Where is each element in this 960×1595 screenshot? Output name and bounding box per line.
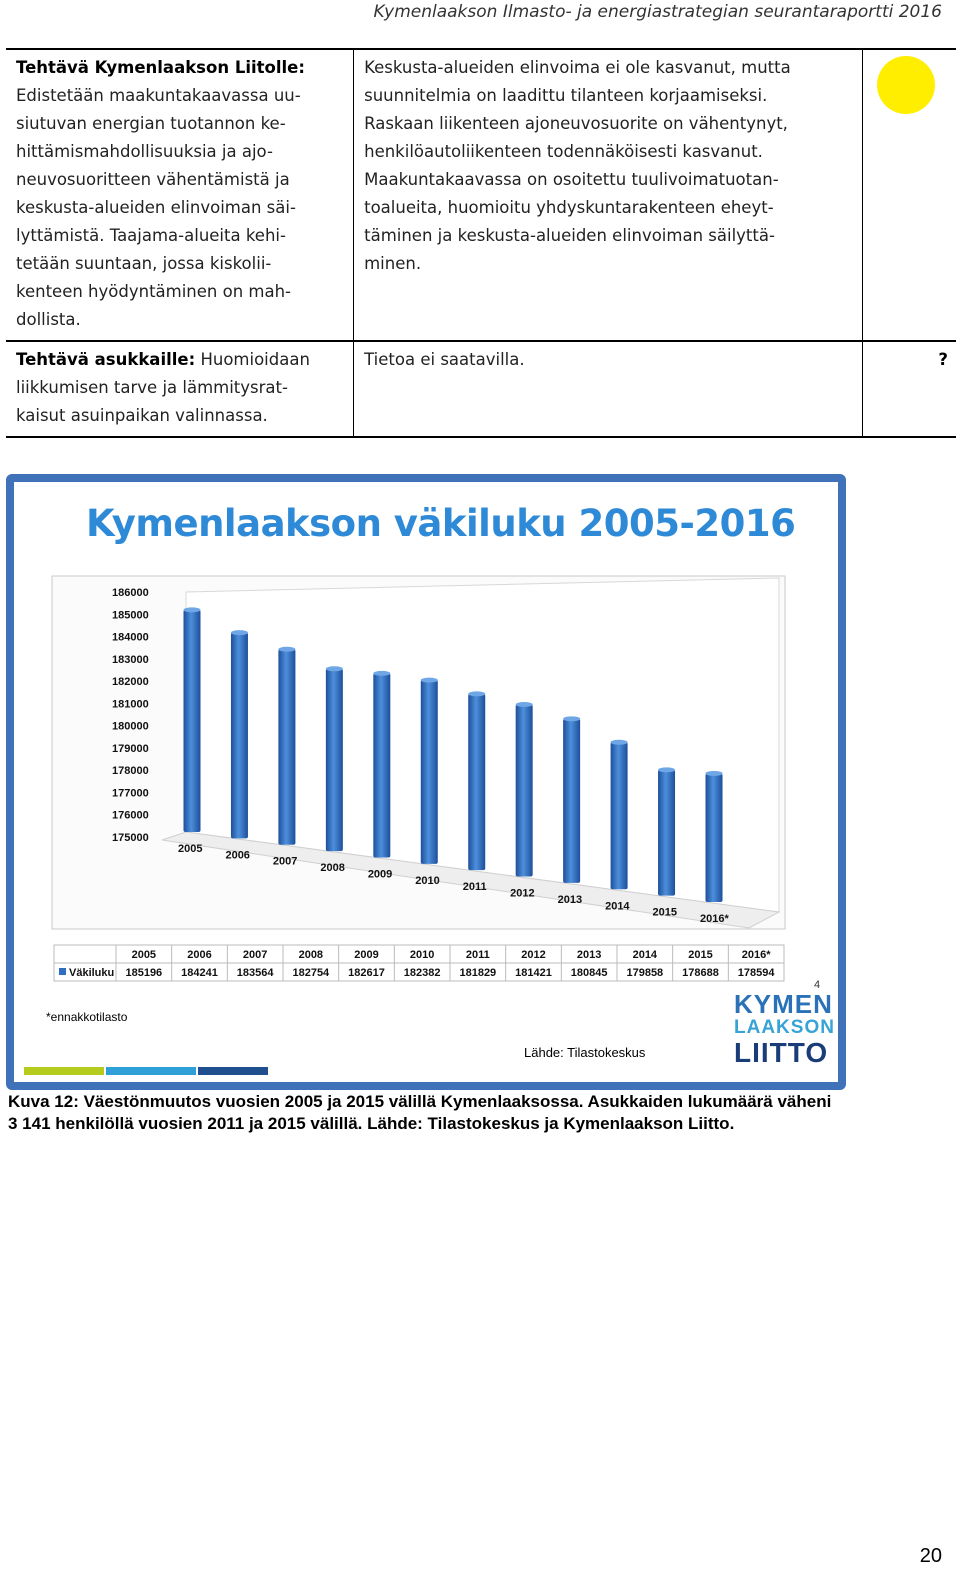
x-tick-label: 2006 <box>225 849 250 862</box>
accent-stripe <box>24 1067 104 1075</box>
bar-top <box>231 630 248 635</box>
bar <box>611 742 628 889</box>
data-table-value: 180845 <box>570 967 608 979</box>
text-line: lyttämistä. Taajama-alueita kehi- <box>16 226 286 245</box>
y-tick-label: 176000 <box>112 809 149 822</box>
text-line: kenteen hyödyntäminen on mah- <box>16 282 292 301</box>
accent-stripes <box>24 1067 284 1075</box>
text-line: minen. <box>364 254 422 273</box>
task-text <box>16 374 343 430</box>
y-tick-label: 182000 <box>112 676 149 689</box>
bar-top <box>706 771 723 776</box>
bar <box>516 704 533 876</box>
task-heading: Tehtävä asukkaille: <box>16 350 196 369</box>
x-tick-label: 2007 <box>272 855 298 868</box>
y-tick-label: 181000 <box>112 698 149 711</box>
data-table-value: 179858 <box>626 967 664 979</box>
logo-line-1: KYMEN <box>734 989 833 1019</box>
footnote: *ennakkotilasto <box>46 1010 128 1024</box>
logo-line-2: LAAKSON <box>734 1017 835 1038</box>
bar <box>468 694 485 870</box>
bar <box>278 649 295 844</box>
status-cell <box>862 341 956 437</box>
data-table-value: 178594 <box>737 967 775 979</box>
text-line: täminen ja keskusta-alueiden elinvoiman säilyttä- <box>364 226 775 245</box>
bar <box>706 773 723 902</box>
bar-top <box>658 767 675 772</box>
status-yellow-dot-icon <box>877 56 935 114</box>
x-tick-label: 2013 <box>557 893 583 906</box>
population-slide <box>6 474 846 1090</box>
text-line: toalueita, huomioitu yhdyskuntarakenteen eheyt- <box>364 198 774 217</box>
task-heading: Tehtävä Kymenlaakson Liitolle: <box>16 58 305 77</box>
x-tick-label: 2016* <box>700 913 729 925</box>
series-label: Väkiluku <box>69 967 115 979</box>
data-table-value: 183564 <box>236 967 274 979</box>
x-tick-label: 2014 <box>605 900 630 913</box>
assessment-text <box>364 54 851 278</box>
running-header: Kymenlaakson Ilmasto- ja energiastrategian seurantaraportti 2016 <box>373 2 942 22</box>
caption-line-1: Kuva 12: Väestönmuutos vuosien 2005 ja 2015 välillä Kymenlaaksossa. Asukkaiden lukumäärä väheni <box>8 1092 832 1111</box>
x-tick-label: 2008 <box>320 862 345 875</box>
text-line: suunnitelmia on laadittu tilanteen korjaamiseksi. <box>364 86 768 105</box>
kymenlaakson-liitto-logo <box>734 990 834 1068</box>
y-tick-label: 180000 <box>112 720 149 733</box>
y-tick-label: 185000 <box>112 609 149 622</box>
x-tick-label: 2012 <box>510 887 535 900</box>
bar <box>421 680 438 864</box>
bar-top <box>468 691 485 696</box>
data-table-header: 2014 <box>632 949 658 961</box>
data-table-header: 2012 <box>521 949 546 961</box>
data-table-header: 2015 <box>688 949 713 961</box>
y-tick-label: 186000 <box>112 587 149 599</box>
data-table-header: 2013 <box>576 949 602 961</box>
text-line: dollista. <box>16 310 81 329</box>
text-line: Edistetään maakuntakaavassa uu- <box>16 86 301 105</box>
bar-top <box>278 647 295 652</box>
data-table-header: 2007 <box>242 949 268 961</box>
bar-top <box>421 678 438 683</box>
data-table-value: 182617 <box>348 967 385 979</box>
bar <box>563 719 580 883</box>
data-table-value: 184241 <box>181 967 218 979</box>
bar-top <box>373 671 390 676</box>
data-table-value: 182382 <box>403 967 441 979</box>
x-tick-label: 2015 <box>652 906 678 919</box>
data-table-header: 2008 <box>298 949 324 961</box>
table-row <box>6 49 956 341</box>
page-number: 20 <box>919 1545 942 1567</box>
data-table-header: 2011 <box>465 949 490 961</box>
population-chart <box>14 482 838 1082</box>
text-line: neuvosuoritteen vähentämistä ja <box>16 170 290 189</box>
status-unknown-mark: ? <box>938 350 948 369</box>
data-table-value: 182754 <box>292 967 330 979</box>
status-cell <box>862 49 956 341</box>
bar-top <box>611 740 628 745</box>
assessment-cell <box>354 49 862 341</box>
y-tick-label: 179000 <box>112 742 149 755</box>
slide-page-number: 4 <box>814 979 821 991</box>
data-table-value: 178688 <box>682 967 719 979</box>
bar <box>658 770 675 896</box>
x-tick-label: 2010 <box>415 874 440 887</box>
accent-stripe <box>106 1067 196 1075</box>
x-tick-label: 2011 <box>462 881 487 894</box>
y-tick-label: 175000 <box>112 832 149 844</box>
text-line: siutuvan energian tuotannon ke- <box>16 114 286 133</box>
y-tick-label: 177000 <box>112 787 149 800</box>
chart-title: Kymenlaakson väkiluku 2005-2016 <box>86 502 796 545</box>
text-line: liikkumisen tarve ja lämmitysrat- <box>16 378 288 397</box>
task-text-start: Huomioidaan <box>195 350 310 369</box>
accent-stripe <box>198 1067 268 1075</box>
bar-top <box>326 666 343 671</box>
data-table-header: 2009 <box>354 949 379 961</box>
text-line: henkilöautoliikenteen todennäköisesti kasvanut. <box>364 142 763 161</box>
caption-line-2: 3 141 henkilöllä vuosien 2011 ja 2015 välillä. Lähde: Tilastokeskus ja Kymenlaakson Liitto. <box>8 1114 735 1133</box>
figure-caption <box>8 1091 948 1135</box>
task-text <box>16 82 343 334</box>
y-tick-label: 183000 <box>112 653 149 666</box>
text-line: hittämismahdollisuuksia ja ajo- <box>16 142 273 161</box>
bar-top <box>516 702 533 707</box>
source-label: Lähde: Tilastokeskus <box>524 1045 646 1060</box>
table-row <box>6 341 956 437</box>
bar <box>231 633 248 839</box>
text-line: keskusta-alueiden elinvoiman säi- <box>16 198 296 217</box>
data-table-header: 2016* <box>741 949 771 961</box>
text-line: Raskaan liikenteen ajoneuvosuorite on vähentynyt, <box>364 114 788 133</box>
bar <box>184 610 201 832</box>
data-table-value: 185196 <box>125 967 163 979</box>
data-table-header: 2006 <box>187 949 212 961</box>
task-cell <box>6 49 354 341</box>
y-tick-label: 184000 <box>112 631 149 644</box>
x-tick-label: 2009 <box>367 868 393 881</box>
data-table-header: 2010 <box>409 949 435 961</box>
data-table-value: 181829 <box>459 967 497 979</box>
assessment-cell <box>354 341 862 437</box>
logo-line-3: LIITTO <box>734 1037 829 1068</box>
task-cell <box>6 341 354 437</box>
x-tick-label: 2005 <box>178 843 203 855</box>
data-table-header: 2005 <box>131 949 157 961</box>
text-line: Keskusta-alueiden elinvoima ei ole kasvanut, mutta <box>364 58 791 77</box>
bar-top <box>184 607 201 612</box>
text-line: Maakuntakaavassa on osoitettu tuulivoimatuotan- <box>364 170 779 189</box>
evaluation-table <box>6 48 956 438</box>
bar <box>326 669 343 851</box>
y-tick-label: 178000 <box>112 765 149 778</box>
text-line: kaisut asuinpaikan valinnassa. <box>16 406 268 425</box>
data-table-value: 181421 <box>515 967 552 979</box>
text-line: tetään suuntaan, jossa kiskolii- <box>16 254 272 273</box>
assessment-text: Tietoa ei saatavilla. <box>364 350 525 369</box>
bar-top <box>563 716 580 721</box>
legend-swatch-icon <box>59 968 66 975</box>
bar <box>373 673 390 857</box>
